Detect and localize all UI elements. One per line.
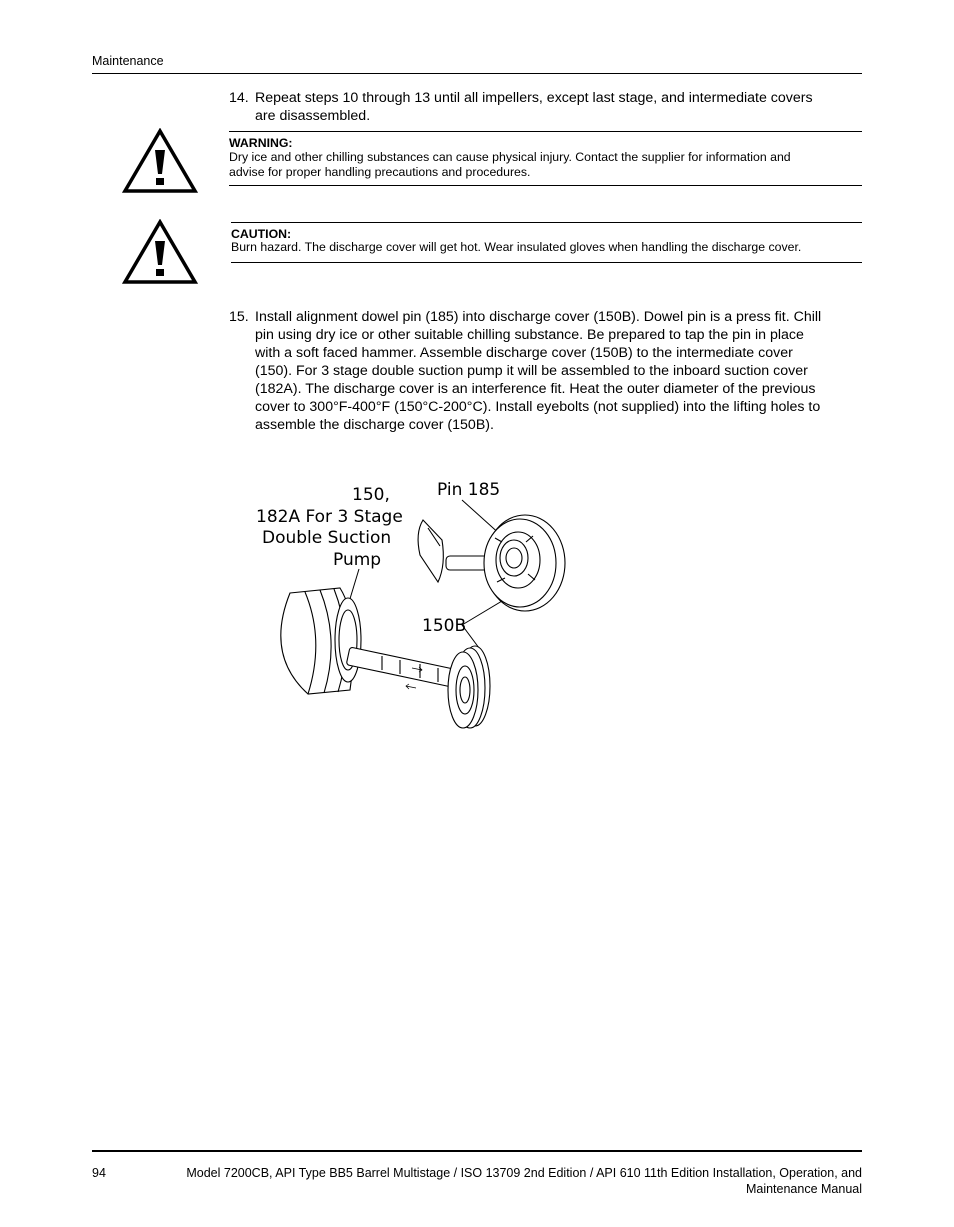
step-number: 15. (229, 309, 249, 325)
discharge-cover-assembly-figure (250, 470, 590, 760)
step-line: (182A). The discharge cover is an interference fit. Heat the outer diameter of the previous (255, 381, 816, 397)
running-header: Maintenance (92, 54, 164, 68)
step-text (255, 308, 821, 434)
warning-line: Dry ice and other chilling substances can cause physical injury. Contact the supplier for information and (229, 150, 791, 164)
warning-bottom-rule (229, 185, 862, 186)
step-line: Repeat steps 10 through 13 until all impellers, except last stage, and intermediate covers (255, 90, 813, 106)
warning-text (229, 150, 862, 179)
warning-title: WARNING: (229, 136, 293, 150)
label-182a-line2: Double Suction (262, 528, 392, 548)
step-line: pin using dry ice or other suitable chilling substance. Be prepared to tap the pin in place (255, 327, 804, 343)
step-line: are disassembled. (255, 108, 371, 124)
step-line: Install alignment dowel pin (185) into discharge cover (150B). Dowel pin is a press fit. Chill (255, 309, 822, 325)
step-line: assemble the discharge cover (150B). (255, 417, 494, 433)
footer-title-line: Maintenance Manual (745, 1181, 862, 1196)
footer-title-line: Model 7200CB, API Type BB5 Barrel Multistage / ISO 13709 2nd Edition / API 610 11th Edition Installation, Operation, and (186, 1166, 862, 1180)
warning-triangle-icon (122, 219, 198, 285)
page-number: 94 (92, 1166, 106, 1180)
caution-bottom-rule (231, 262, 862, 263)
label-pin-185: Pin 185 (437, 480, 501, 500)
label-182a-line3: Pump (333, 550, 382, 570)
label-150b: 150B (422, 616, 467, 636)
step-number: 14. (229, 90, 249, 106)
footer-manual-title (122, 1166, 862, 1197)
caution-text: Burn hazard. The discharge cover will get hot. Wear insulated gloves when handling the discharge cover. (231, 240, 802, 254)
step-text (255, 89, 813, 125)
step-line: with a soft faced hammer. Assemble discharge cover (150B) to the intermediate cover (255, 345, 793, 361)
footer-divider (92, 1150, 862, 1152)
warning-triangle-icon (122, 128, 198, 194)
caution-title: CAUTION: (231, 227, 292, 241)
warning-top-rule (229, 131, 862, 132)
label-150: 150, (352, 485, 390, 505)
header-divider (92, 73, 862, 74)
step-line: (150). For 3 stage double suction pump it will be assembled to the inboard suction cover (255, 363, 808, 379)
warning-line: advise for proper handling precautions and procedures. (229, 164, 531, 179)
caution-top-rule (231, 222, 862, 223)
label-182a-line1: 182A For 3 Stage (256, 507, 403, 527)
step-line: cover to 300°F-400°F (150°C-200°C). Install eyebolts (not supplied) into the lifting holes to (255, 399, 821, 415)
